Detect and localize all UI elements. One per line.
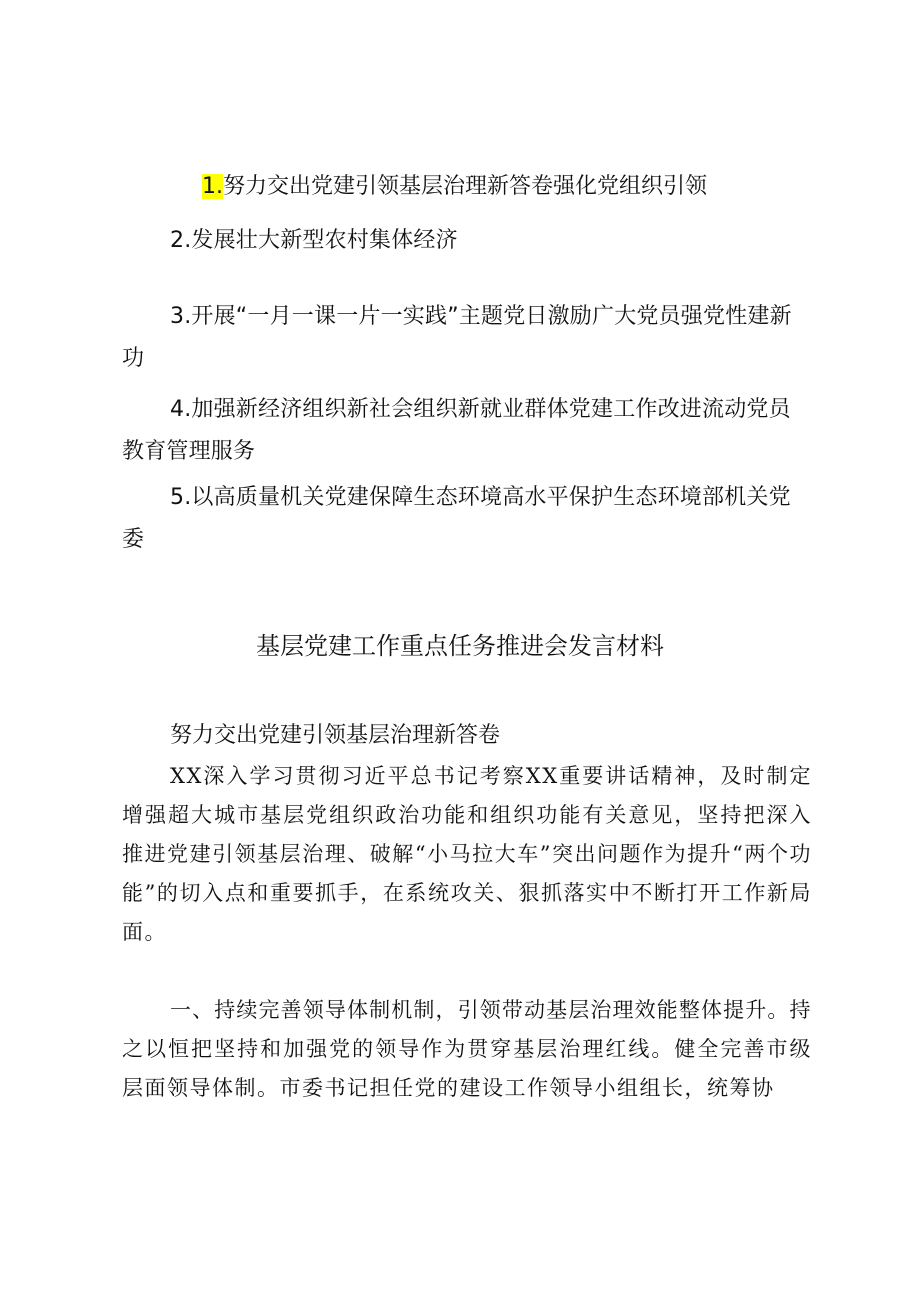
point-1-body: 持之以恒把坚持和加强党的领导作为贯穿基层治理红线。健全完善市级层面领导体制。市委书记担任党的建设工作领导小组组长，统筹协 [122, 998, 812, 1100]
toc-item-2-text: .发展壮大新型农村集体经济 [184, 228, 458, 253]
section-heading: 努力交出党建引领基层治理新答卷 [170, 723, 501, 748]
toc-item-1 [202, 167, 707, 207]
toc-item-2 [122, 220, 812, 262]
toc-item-3-text: .开展“一月一课一片一实践”主题党日激励广大党员强党性建新功 [122, 304, 792, 371]
toc-item-4-text: .加强新经济组织新社会组织新就业群体党建工作改进流动党员教育管理服务 [122, 397, 791, 464]
toc-item-5-text: .以高质量机关党建保障生态环境高水平保护生态环境部机关党委 [122, 485, 791, 552]
toc-item-5 [122, 477, 812, 561]
intro-paragraph: XX深入学习贯彻习近平总书记考察XX重要讲话精神，及时制定增强超大城市基层党组织政治功能和组织功能有关意见，坚持把深入推进党建引领基层治理、破解“小马拉大车”突出问题作为提升“两个功能”的切入点和重要抓手，在系统攻关、狠抓落实中不断打开工作新局面。 [122, 764, 812, 944]
toc-item-2-number: 2 [170, 228, 185, 253]
point-1-lead: 一、持续完善领导体制机制，引领带动基层治理效能整体提升。 [170, 998, 790, 1022]
toc-item-1-number: 1. [202, 174, 223, 199]
toc-item-3 [122, 296, 812, 380]
toc-item-1-text: 努力交出党建引领基层治理新答卷强化党组织引领 [223, 174, 708, 199]
point-1-paragraph [122, 991, 812, 1108]
toc-item-4 [122, 389, 812, 473]
toc-item-3-number: 3 [170, 304, 185, 329]
toc-item-4-number: 4 [170, 397, 185, 422]
document-title: 基层党建工作重点任务推进会发言材料 [256, 632, 664, 660]
toc-item-5-number: 5 [170, 485, 185, 510]
